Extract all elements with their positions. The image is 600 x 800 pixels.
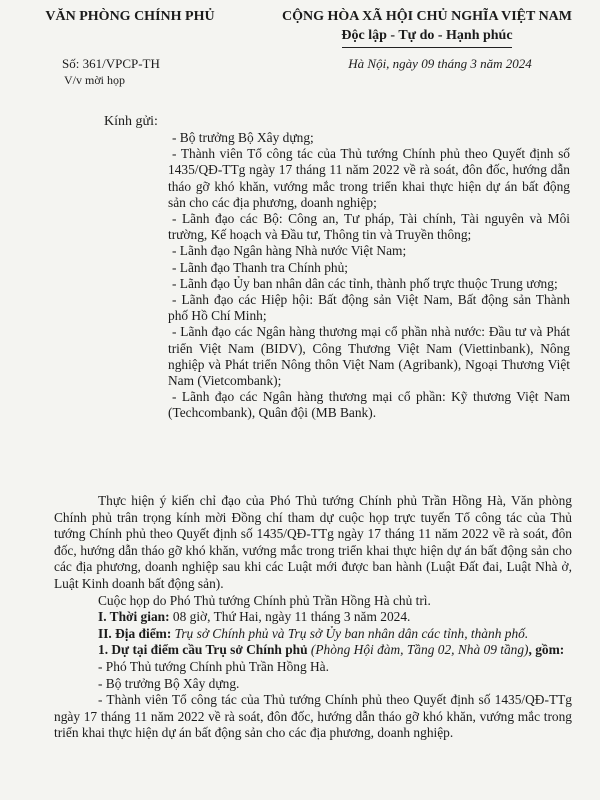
document-number: Số: 361/VPCP-TH (62, 56, 160, 71)
place-label: II. Địa điểm: (98, 625, 172, 641)
issuing-agency-block (20, 8, 240, 26)
venue-suffix: , gồm: (528, 642, 565, 658)
chair-paragraph: Cuộc họp do Phó Thủ tướng Chính phủ Trần Hồng Hà chủ trì. (98, 592, 431, 608)
recipient-item: - Lãnh đạo Thanh tra Chính phủ; (172, 259, 349, 275)
recipient-item: - Lãnh đạo các Bộ: Công an, Tư pháp, Tài chính, Tài nguyên và Môi trường, Kế hoạch và Đầu tư, Thông tin và Truyền thông; (168, 211, 570, 243)
recipient-item: - Lãnh đạo Ngân hàng Nhà nước Việt Nam; (172, 243, 407, 259)
attendee-item: - Phó Thủ tướng Chính phủ Trần Hồng Hà. (98, 658, 329, 674)
national-motto: Độc lập - Tự do - Hạnh phúc (341, 28, 513, 43)
time-label: I. Thời gian: (98, 609, 170, 625)
attendee-item: - Thành viên Tổ công tác của Thủ tướng Chính phủ theo Quyết định số 1435/QĐ-TTg ngày 17 tháng 11 năm 2022 về rà soát, đôn đốc, hướng dẫn tháo gỡ khó khăn, vướng mắc trong triển khai thực hiện dự án bất động sản cho các địa phương, doanh nghiệp. (54, 692, 572, 741)
national-title: CỘNG HÒA XÃ HỘI CHỦ NGHĨA VIỆT NAM (281, 9, 572, 24)
salutation: Kính gửi: (104, 114, 158, 129)
recipient-item: - Lãnh đạo các Ngân hàng thương mại cổ phần: Kỹ thương Việt Nam (Techcombank), Quân đội (MB Bank). (168, 389, 570, 421)
recipient-item: - Thành viên Tổ công tác của Thủ tướng Chính phủ theo Quyết định số 1435/QĐ-TTg ngày 17 tháng 11 năm 2022 về rà soát, đôn đốc, hướng dẫn tháo gỡ khó khăn, vướng mắc trong triển khai thực hiện dự án bất động sản cho các địa phương, doanh nghiệp; (168, 146, 570, 210)
motto-underline (342, 47, 512, 48)
meeting-place (54, 626, 572, 643)
venue-room: (Phòng Hội đàm, Tầng 02, Nhà 09 tầng) (310, 642, 529, 658)
recipient-item: - Lãnh đạo các Hiệp hội: Bất động sản Việt Nam, Bất động sản Thành phố Hồ Chí Minh; (168, 292, 570, 324)
place-date: Hà Nội, ngày 09 tháng 3 năm 2024 (348, 56, 532, 71)
issuing-agency: VĂN PHÒNG CHÍNH PHỦ (45, 9, 215, 24)
venue-item-1 (54, 642, 572, 659)
document-number-block (62, 56, 160, 88)
meeting-time (54, 609, 572, 626)
attendee-item: - Bộ trưởng Bộ Xây dựng. (98, 675, 240, 691)
recipient-item: - Lãnh đạo Ủy ban nhân dân các tỉnh, thành phố trực thuộc Trung ương; (172, 275, 558, 291)
recipient-item: - Bộ trưởng Bộ Xây dựng; (172, 130, 314, 145)
recipient-item: - Lãnh đạo các Ngân hàng thương mại cổ phần nhà nước: Đầu tư và Phát triển Việt Nam (BIDV), Công Thương Việt Nam (Viettinbank), Nông nghiệp và Phát triển Nông thôn Việt Nam (Agribank), Ngoại Thương Việt Nam (Vietcombank); (168, 324, 570, 389)
body-paragraph: Thực hiện ý kiến chỉ đạo của Phó Thủ tướng Chính phủ Trần Hồng Hà, Văn phòng Chính phủ trân trọng kính mời Đồng chí tham dự cuộc họp trực tuyến Tổ công tác của Thủ tướng Chính phủ theo Quyết định số 1435/QĐ-TTg ngày 17 tháng 11 năm 2022 về rà soát, đôn đốc, hướng dẫn tháo gỡ khó khăn, vướng mắc trong triển khai thực hiện dự án bất động sản cho các địa phương, doanh nghiệp sau khi các Luật mới được ban hành (Luật Đất đai, Luật Nhà ở, Luật Kinh doanh bất động sản). (54, 493, 572, 591)
national-header-block (262, 8, 592, 48)
time-value: 08 giờ, Thứ Hai, ngày 11 tháng 3 năm 2024. (172, 609, 411, 625)
document-body (54, 493, 572, 742)
place-value: Trụ sở Chính phủ và Trụ sở Ủy ban nhân dân các tỉnh, thành phố. (174, 625, 529, 641)
venue-label: 1. Dự tại điểm cầu Trụ sở Chính phủ (98, 642, 308, 658)
document-subject: V/v mời họp (64, 73, 126, 87)
recipient-list (168, 130, 570, 422)
